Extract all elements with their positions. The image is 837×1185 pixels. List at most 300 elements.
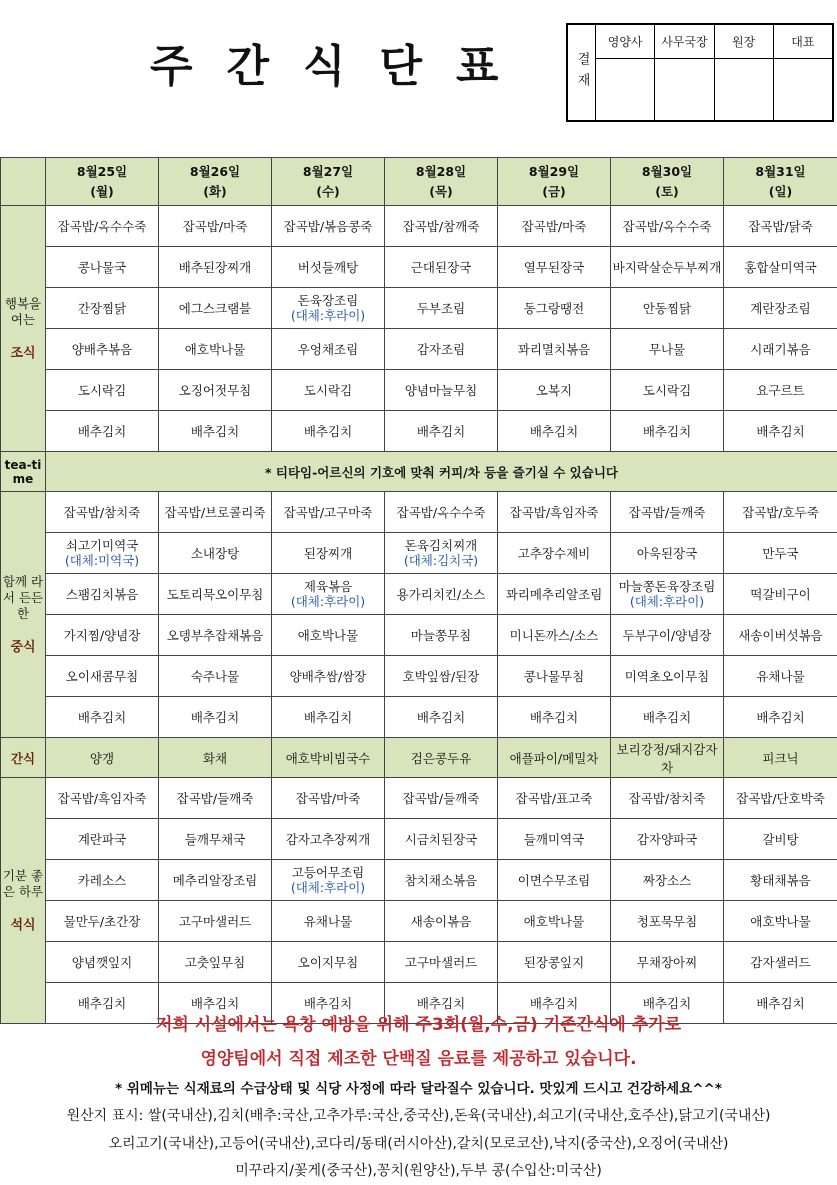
snack-text: 화채 (202, 750, 228, 766)
menu-item (272, 778, 385, 819)
day-date: 8월31일 (755, 163, 806, 179)
meal-name: 중식 (10, 639, 36, 655)
dish-name: 안동찜닭 (642, 300, 692, 316)
day-header (498, 158, 611, 206)
menu-item (385, 860, 498, 901)
approval-role: 영양사 (596, 25, 654, 59)
dish-name: 된장찌개 (303, 545, 353, 561)
dish-name: 도시락김 (303, 382, 353, 398)
menu-item (385, 288, 498, 329)
origin-line-2: 오리고기(국내산),고등어(국내산),코다리/동태(러시아산),갈치(모로코산),낙지(중국산),오징어(국내산) (108, 1136, 729, 1152)
dish-name: 이면수무조림 (517, 872, 591, 888)
menu-item (498, 574, 611, 615)
teatime-message (46, 452, 837, 492)
dish-name: 잡곡밥/참깨죽 (402, 218, 480, 234)
substitute-dish: (대체:김치국) (403, 553, 479, 568)
dinner-row (1, 901, 837, 942)
menu-item (724, 247, 837, 288)
dish-name: 만두국 (762, 545, 799, 561)
approval-label-text: 결재 (574, 51, 590, 94)
menu-item (611, 492, 724, 533)
day-date: 8월27일 (302, 163, 354, 179)
snack-item (724, 738, 837, 778)
dish-name: 마늘쫑무침 (410, 627, 472, 643)
menu-item (272, 697, 385, 738)
dish-name: 배추김치 (529, 995, 579, 1011)
breakfast-row (1, 288, 837, 329)
menu-item (46, 901, 159, 942)
menu-item (272, 574, 385, 615)
dish-name: 유채나물 (303, 913, 353, 929)
dish-name: 배추김치 (303, 423, 353, 439)
menu-item (724, 492, 837, 533)
menu-item (46, 288, 159, 329)
dish-name: 잡곡밥/마죽 (182, 218, 248, 234)
dish-name: 배추김치 (756, 423, 805, 439)
lunch-row (1, 492, 837, 533)
menu-item (724, 778, 837, 819)
snack-text: 애플파이/메밀차 (509, 750, 599, 766)
dish-name: 배추김치 (77, 995, 127, 1011)
menu-item (498, 656, 611, 697)
approval-label (568, 25, 596, 120)
dish-name: 숙주나물 (190, 668, 240, 684)
dish-name: 배추김치 (77, 709, 127, 725)
dish-name: 고구마샐러드 (178, 913, 252, 929)
dish-name: 배추김치 (756, 709, 805, 725)
dish-name: 쇠고기미역국 (65, 538, 139, 553)
menu-item (159, 411, 272, 452)
lunch-label (1, 492, 46, 738)
dish-name: 꽈리메추리알조림 (505, 586, 603, 602)
dish-name: 양배추볶음 (71, 341, 133, 357)
lunch-row (1, 656, 837, 697)
day-of-week: (금) (542, 183, 566, 199)
dish-name: 황태채볶음 (750, 872, 811, 888)
menu-item (46, 656, 159, 697)
menu-item (272, 656, 385, 697)
teatime-row (1, 452, 837, 492)
dish-name: 고춧잎무침 (184, 954, 246, 970)
day-date: 8월26일 (189, 163, 241, 179)
menu-item (385, 697, 498, 738)
dish-name: 청포묵무침 (636, 913, 698, 929)
breakfast-row (1, 206, 837, 247)
teatime-label (1, 452, 46, 492)
breakfast-row (1, 370, 837, 411)
menu-item (498, 206, 611, 247)
substitute-dish: (대체:후라이) (629, 594, 705, 609)
dinner-row (1, 942, 837, 983)
notice-line-1: 저희 시설에서는 욕창 예방을 위해 주3회(월,수,금) 기존간식에 추가로 (155, 1015, 682, 1035)
dish-name: 잡곡밥/볶음콩죽 (283, 218, 373, 234)
dish-name: 메추리알장조림 (172, 872, 258, 888)
menu-item (724, 533, 837, 574)
meal-name: 석식 (10, 917, 36, 933)
snack-label (1, 738, 46, 778)
dish-name: 감자고추장찌개 (285, 831, 371, 847)
menu-item (385, 492, 498, 533)
approval-role: 원장 (715, 25, 773, 59)
menu-item (46, 778, 159, 819)
date-header-row (1, 158, 837, 206)
day-header (159, 158, 272, 206)
menu-item (159, 656, 272, 697)
menu-item (272, 411, 385, 452)
approval-col (596, 25, 655, 120)
menu-item (159, 492, 272, 533)
dish-name: 시금치된장국 (404, 831, 478, 847)
origin-line-3: 미꾸라지/꽃게(중국산),꽁치(원양산),두부 콩(수입산:미국산) (235, 1163, 602, 1179)
menu-item (611, 411, 724, 452)
meal-description: 기분 좋은 하루 (2, 867, 44, 899)
menu-item (46, 574, 159, 615)
menu-item (159, 533, 272, 574)
menu-item (724, 574, 837, 615)
approval-role: 사무국장 (655, 25, 713, 59)
dish-name: 애호박나물 (184, 341, 246, 357)
approval-col (774, 25, 832, 120)
lunch-row (1, 697, 837, 738)
menu-item (159, 942, 272, 983)
snack-text: 검은콩두유 (410, 750, 472, 766)
menu-item (159, 778, 272, 819)
dish-name: 잡곡밥/들깨죽 (628, 504, 706, 520)
substitute-dish: (대체:후라이) (290, 880, 366, 895)
menu-item (498, 697, 611, 738)
dish-name: 잡곡밥/호두죽 (742, 504, 819, 520)
menu-item (498, 329, 611, 370)
menu-item (46, 697, 159, 738)
menu-item (159, 697, 272, 738)
origin-line-1: 원산지 표시: 쌀(국내산),김치(배추:국산,고추가루:국산,중국산),돈육(국내산),쇠고기(국내산,호주산),닭고기(국내산) (66, 1108, 771, 1124)
menu-item (46, 247, 159, 288)
menu-item (385, 411, 498, 452)
day-header (385, 158, 498, 206)
dish-name: 감자샐러드 (750, 954, 811, 970)
menu-item (611, 942, 724, 983)
menu-item (46, 819, 159, 860)
menu-item (385, 329, 498, 370)
dish-name: 용가리치킨/소스 (396, 586, 486, 602)
dish-name: 계란장조림 (750, 300, 811, 316)
menu-item (724, 697, 837, 738)
menu-item (385, 819, 498, 860)
dinner-row (1, 860, 837, 901)
day-of-week: (화) (203, 183, 227, 199)
day-date: 8월25일 (76, 163, 128, 179)
lunch-row (1, 615, 837, 656)
dish-name: 떡갈비구이 (750, 586, 811, 602)
menu-item (611, 860, 724, 901)
lunch-row (1, 574, 837, 615)
menu-item (611, 206, 724, 247)
dish-name: 열무된장국 (523, 259, 585, 275)
dish-name: 배추김치 (416, 709, 466, 725)
lunch-row (1, 533, 837, 574)
signature-space[interactable] (655, 59, 713, 120)
dish-name: 스팸김치볶음 (65, 586, 139, 602)
menu-item (611, 819, 724, 860)
menu-item (498, 819, 611, 860)
dish-name: 아욱된장국 (636, 545, 698, 561)
menu-item (385, 206, 498, 247)
dish-name: 돈육장조림 (297, 293, 359, 308)
signature-space[interactable] (774, 59, 832, 120)
menu-item (611, 574, 724, 615)
dish-name: 잡곡밥/흑임자죽 (509, 504, 599, 520)
substitute-dish: (대체:후라이) (290, 594, 366, 609)
dish-name: 오징어젓무침 (178, 382, 252, 398)
dish-name: 감자조림 (416, 341, 466, 357)
menu-item (46, 206, 159, 247)
approval-col (655, 25, 714, 120)
menu-item (724, 329, 837, 370)
menu-item (385, 901, 498, 942)
menu-item (724, 860, 837, 901)
breakfast-row (1, 329, 837, 370)
dish-name: 애호박나물 (750, 913, 811, 929)
approval-box (566, 23, 834, 122)
dish-name: 새송이볶음 (410, 913, 472, 929)
dish-name: 새송이버섯볶음 (738, 627, 823, 643)
menu-item (272, 615, 385, 656)
menu-item (498, 492, 611, 533)
dish-name: 꽈리멸치볶음 (517, 341, 591, 357)
menu-item (385, 942, 498, 983)
day-header (724, 158, 837, 206)
breakfast-row (1, 411, 837, 452)
dinner-row (1, 778, 837, 819)
menu-item (46, 329, 159, 370)
dish-name: 배추김치 (416, 995, 466, 1011)
day-header (611, 158, 724, 206)
teatime-name: tea-time (4, 457, 42, 486)
snack-row (1, 738, 837, 778)
dish-name: 참치채소볶음 (404, 872, 478, 888)
approval-role: 대표 (774, 25, 832, 59)
menu-item (385, 533, 498, 574)
dish-name: 갈비탕 (762, 831, 799, 847)
menu-item (272, 247, 385, 288)
dish-name: 콩나물국 (77, 259, 127, 275)
menu-item (159, 574, 272, 615)
menu-item (46, 942, 159, 983)
menu-item (46, 533, 159, 574)
menu-item (724, 206, 837, 247)
dish-name: 물만두/초간장 (63, 913, 141, 929)
dish-name: 양념마늘무침 (404, 382, 478, 398)
dish-name: 배추김치 (642, 995, 692, 1011)
dish-name: 배추김치 (529, 709, 579, 725)
dish-name: 잡곡밥/흑임자죽 (57, 790, 147, 806)
dish-name: 양념깻잎지 (71, 954, 133, 970)
menu-item (611, 370, 724, 411)
dish-name: 동그랑땡전 (523, 300, 585, 316)
menu-item (272, 533, 385, 574)
dish-name: 배추김치 (756, 995, 805, 1011)
menu-item (159, 329, 272, 370)
dish-name: 잡곡밥/들깨죽 (176, 790, 254, 806)
menu-item (611, 288, 724, 329)
breakfast-label (1, 206, 46, 452)
dish-name: 무나물 (648, 341, 686, 357)
menu-item (159, 901, 272, 942)
menu-item (46, 370, 159, 411)
menu-item (159, 370, 272, 411)
menu-item (272, 206, 385, 247)
menu-item (272, 942, 385, 983)
substitute-dish: (대체:후라이) (290, 308, 366, 323)
notice-line-2: 영양팀에서 직접 제조한 단백질 음료를 제공하고 있습니다. (200, 1049, 637, 1069)
menu-item (272, 329, 385, 370)
menu-item (724, 942, 837, 983)
meal-name: 조식 (10, 345, 36, 361)
dish-name: 고등어무조림 (291, 865, 365, 880)
menu-item (724, 901, 837, 942)
menu-item (611, 533, 724, 574)
dish-name: 도토리묵오이무침 (166, 586, 264, 602)
day-of-week: (월) (90, 183, 114, 199)
approval-col (715, 25, 774, 120)
dish-name: 배추김치 (190, 995, 240, 1011)
dish-name: 잡곡밥/고구마죽 (283, 504, 373, 520)
menu-item (611, 778, 724, 819)
menu-item (385, 615, 498, 656)
menu-item (498, 247, 611, 288)
dish-name: 들깨미역국 (523, 831, 585, 847)
dish-name: 버섯들깨탕 (297, 259, 359, 275)
menu-item (498, 615, 611, 656)
dish-name: 바지락살순두부찌개 (612, 259, 722, 275)
menu-item (46, 411, 159, 452)
menu-item (385, 574, 498, 615)
menu-item (159, 860, 272, 901)
dish-name: 오이지무침 (297, 954, 359, 970)
menu-item (46, 615, 159, 656)
dish-name: 잡곡밥/단호박죽 (736, 790, 825, 806)
menu-item (724, 411, 837, 452)
dish-name: 잡곡밥/닭죽 (748, 218, 813, 234)
menu-item (272, 860, 385, 901)
menu-item (724, 288, 837, 329)
dish-name: 감자양파국 (636, 831, 698, 847)
menu-item (611, 615, 724, 656)
menu-item (611, 329, 724, 370)
dish-name: 잡곡밥/들깨죽 (402, 790, 480, 806)
menu-item (159, 288, 272, 329)
dish-name: 고구마샐러드 (404, 954, 478, 970)
menu-item (272, 492, 385, 533)
dish-name: 잡곡밥/참치죽 (63, 504, 141, 520)
dish-name: 잡곡밥/브로콜리죽 (164, 504, 266, 520)
menu-item (498, 778, 611, 819)
teatime-text: * 티타임-어르신의 기호에 맞춰 커피/차 등을 즐기실 수 있습니다 (265, 464, 618, 480)
dish-name: 잡곡밥/옥수수죽 (622, 218, 712, 234)
day-header (46, 158, 159, 206)
dish-name: 오뎅부추잡채볶음 (166, 627, 264, 643)
dish-name: 무채장아찌 (636, 954, 698, 970)
snack-item (385, 738, 498, 778)
menu-item (724, 370, 837, 411)
day-date: 8월29일 (528, 163, 580, 179)
dish-name: 간장찜닭 (77, 300, 127, 316)
dish-name: 에그스크램블 (178, 300, 252, 316)
dish-name: 잡곡밥/참치죽 (628, 790, 706, 806)
dish-name: 도시락김 (642, 382, 692, 398)
signature-space[interactable] (596, 59, 654, 120)
dish-name: 배추김치 (529, 423, 579, 439)
day-of-week: (수) (316, 183, 340, 199)
dish-name: 잡곡밥/표고죽 (515, 790, 593, 806)
menu-item (385, 778, 498, 819)
menu-item (498, 860, 611, 901)
snack-item (159, 738, 272, 778)
snack-item (498, 738, 611, 778)
dish-name: 애호박나물 (523, 913, 585, 929)
dish-name: 배추김치 (303, 709, 353, 725)
dish-name: 콩나물무침 (523, 668, 585, 684)
substitute-dish: (대체:미역국) (64, 553, 140, 568)
snack-item (272, 738, 385, 778)
meal-description: 함께 라서 든든한 (2, 573, 44, 621)
menu-item (272, 901, 385, 942)
dish-name: 애호박나물 (297, 627, 359, 643)
day-date: 8월28일 (415, 163, 467, 179)
dish-name: 잡곡밥/옥수수죽 (57, 218, 147, 234)
dish-name: 잡곡밥/옥수수죽 (396, 504, 486, 520)
menu-item (611, 901, 724, 942)
dish-name: 잡곡밥/마죽 (295, 790, 361, 806)
signature-space[interactable] (715, 59, 773, 120)
menu-item (272, 370, 385, 411)
menu-item (498, 901, 611, 942)
day-header (272, 158, 385, 206)
dish-name: 배추김치 (77, 423, 127, 439)
menu-item (611, 656, 724, 697)
dish-name: 계란파국 (77, 831, 127, 847)
dish-name: 도시락김 (77, 382, 127, 398)
dish-name: 짜장소스 (642, 872, 692, 888)
dish-name: 배추김치 (190, 423, 240, 439)
dish-name: 카레소스 (77, 872, 127, 888)
dish-name: 양배추쌈/쌈장 (289, 668, 367, 684)
dinner-row (1, 819, 837, 860)
dish-name: 배추김치 (642, 709, 692, 725)
dish-name: 근대된장국 (410, 259, 472, 275)
dish-name: 요구르트 (756, 382, 805, 398)
weekly-menu-table (0, 157, 837, 1024)
menu-item (385, 370, 498, 411)
dish-name: 두부조림 (416, 300, 466, 316)
dish-name: 시래기볶음 (750, 341, 811, 357)
menu-item (724, 819, 837, 860)
menu-item (159, 247, 272, 288)
menu-item (611, 247, 724, 288)
snack-text: 피크닉 (762, 750, 799, 766)
day-of-week: (일) (768, 183, 793, 199)
dish-name: 들깨무채국 (184, 831, 246, 847)
snack-text: 보리강정/돼지감자차 (616, 741, 718, 775)
menu-item (46, 492, 159, 533)
menu-item (385, 656, 498, 697)
day-of-week: (목) (429, 183, 453, 199)
menu-item (498, 533, 611, 574)
dish-name: 된장콩잎지 (523, 954, 585, 970)
menu-item (611, 697, 724, 738)
breakfast-row (1, 247, 837, 288)
dish-name: 소내장탕 (190, 545, 240, 561)
